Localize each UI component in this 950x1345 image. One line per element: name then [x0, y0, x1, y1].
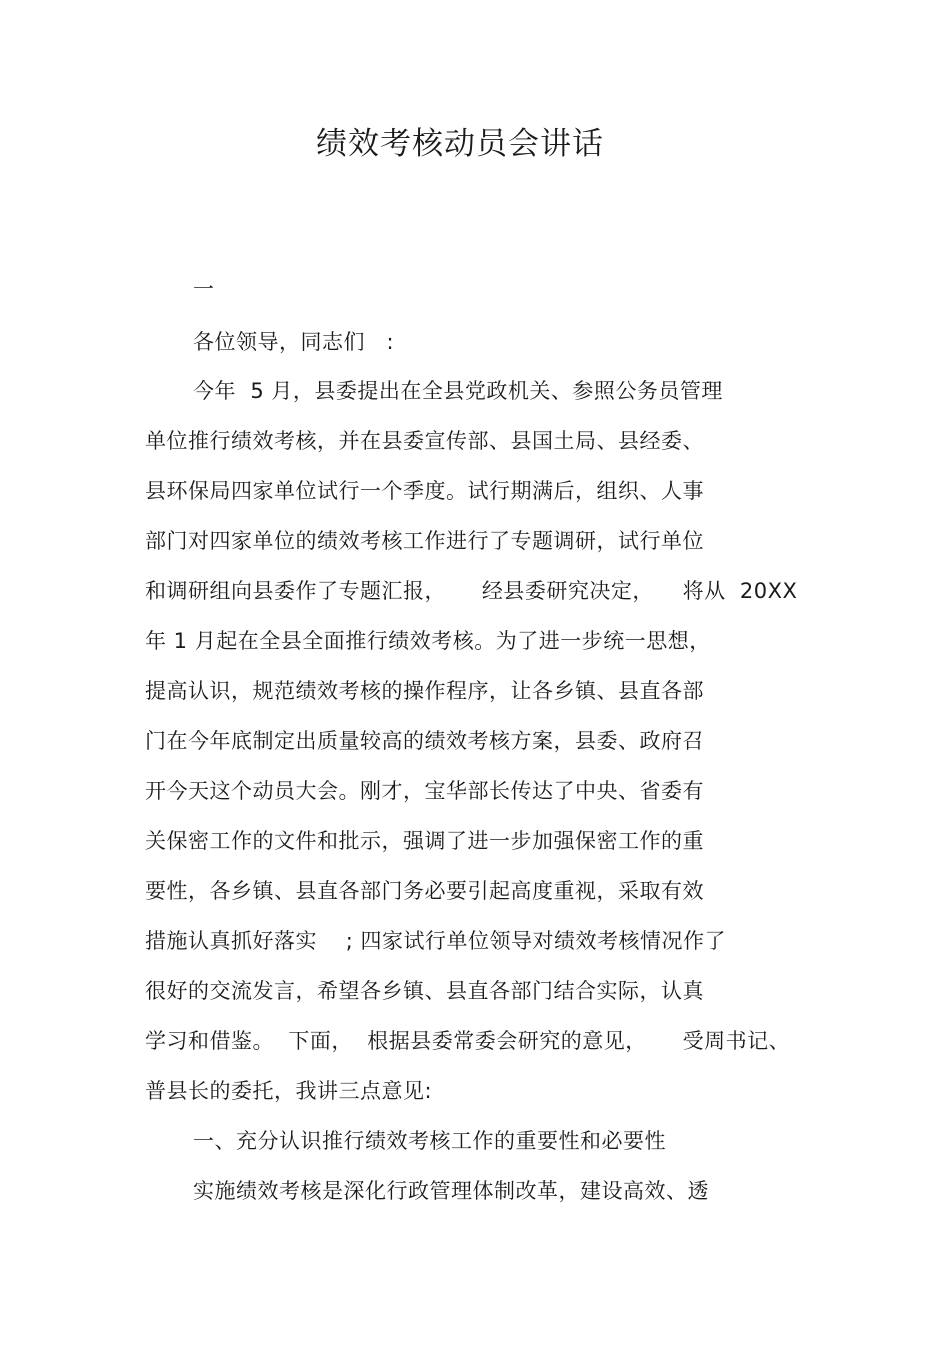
- paragraph-line: 普县长的委托，我讲三点意见:: [145, 1079, 433, 1103]
- paragraph-line: 措施认真抓好落实 ; 四家试行单位领导对绩效考核情况作了: [145, 929, 726, 953]
- paragraph-line: 开今天这个动员大会。刚才，宝华部长传达了中央、省委有: [145, 779, 704, 803]
- paragraph-line: 县环保局四家单位试行一个季度。试行期满后，组织、人事: [145, 479, 704, 503]
- paragraph-line: 很好的交流发言，希望各乡镇、县直各部门结合实际，认真: [145, 979, 704, 1003]
- paragraph-line: 关保密工作的文件和批示，强调了进一步加强保密工作的重: [145, 829, 704, 853]
- paragraph-line: 单位推行绩效考核，并在县委宣传部、县国土局、县经委、: [145, 429, 704, 453]
- paragraph-line: 年 1 月起在全县全面推行绩效考核。为了进一步统一思想，: [145, 629, 711, 653]
- paragraph-line: 今年 5 月，县委提出在全县党政机关、参照公务员管理: [193, 379, 723, 403]
- document-title: 绩效考核动员会讲话: [316, 126, 604, 162]
- paragraph-line: 要性，各乡镇、县直各部门务必要引起高度重视，采取有效: [145, 879, 704, 903]
- paragraph-line: 和调研组向县委作了专题汇报， 经县委研究决定， 将从 20XX: [145, 579, 798, 603]
- paragraph-line: 实施绩效考核是深化行政管理体制改革，建设高效、透: [193, 1179, 709, 1203]
- paragraph-line: 门在今年底制定出质量较高的绩效考核方案，县委、政府召: [145, 729, 704, 753]
- section-mark: 一: [193, 277, 215, 301]
- paragraph-line: 部门对四家单位的绩效考核工作进行了专题调研，试行单位: [145, 529, 704, 553]
- salutation-line: 各位领导，同志们 :: [193, 330, 395, 354]
- section-heading: 一、充分认识推行绩效考核工作的重要性和必要性: [193, 1129, 666, 1153]
- paragraph-line: 提高认识，规范绩效考核的操作程序，让各乡镇、县直各部: [145, 679, 704, 703]
- paragraph-line: 学习和借鉴。 下面， 根据县委常委会研究的意见， 受周书记、: [145, 1029, 791, 1053]
